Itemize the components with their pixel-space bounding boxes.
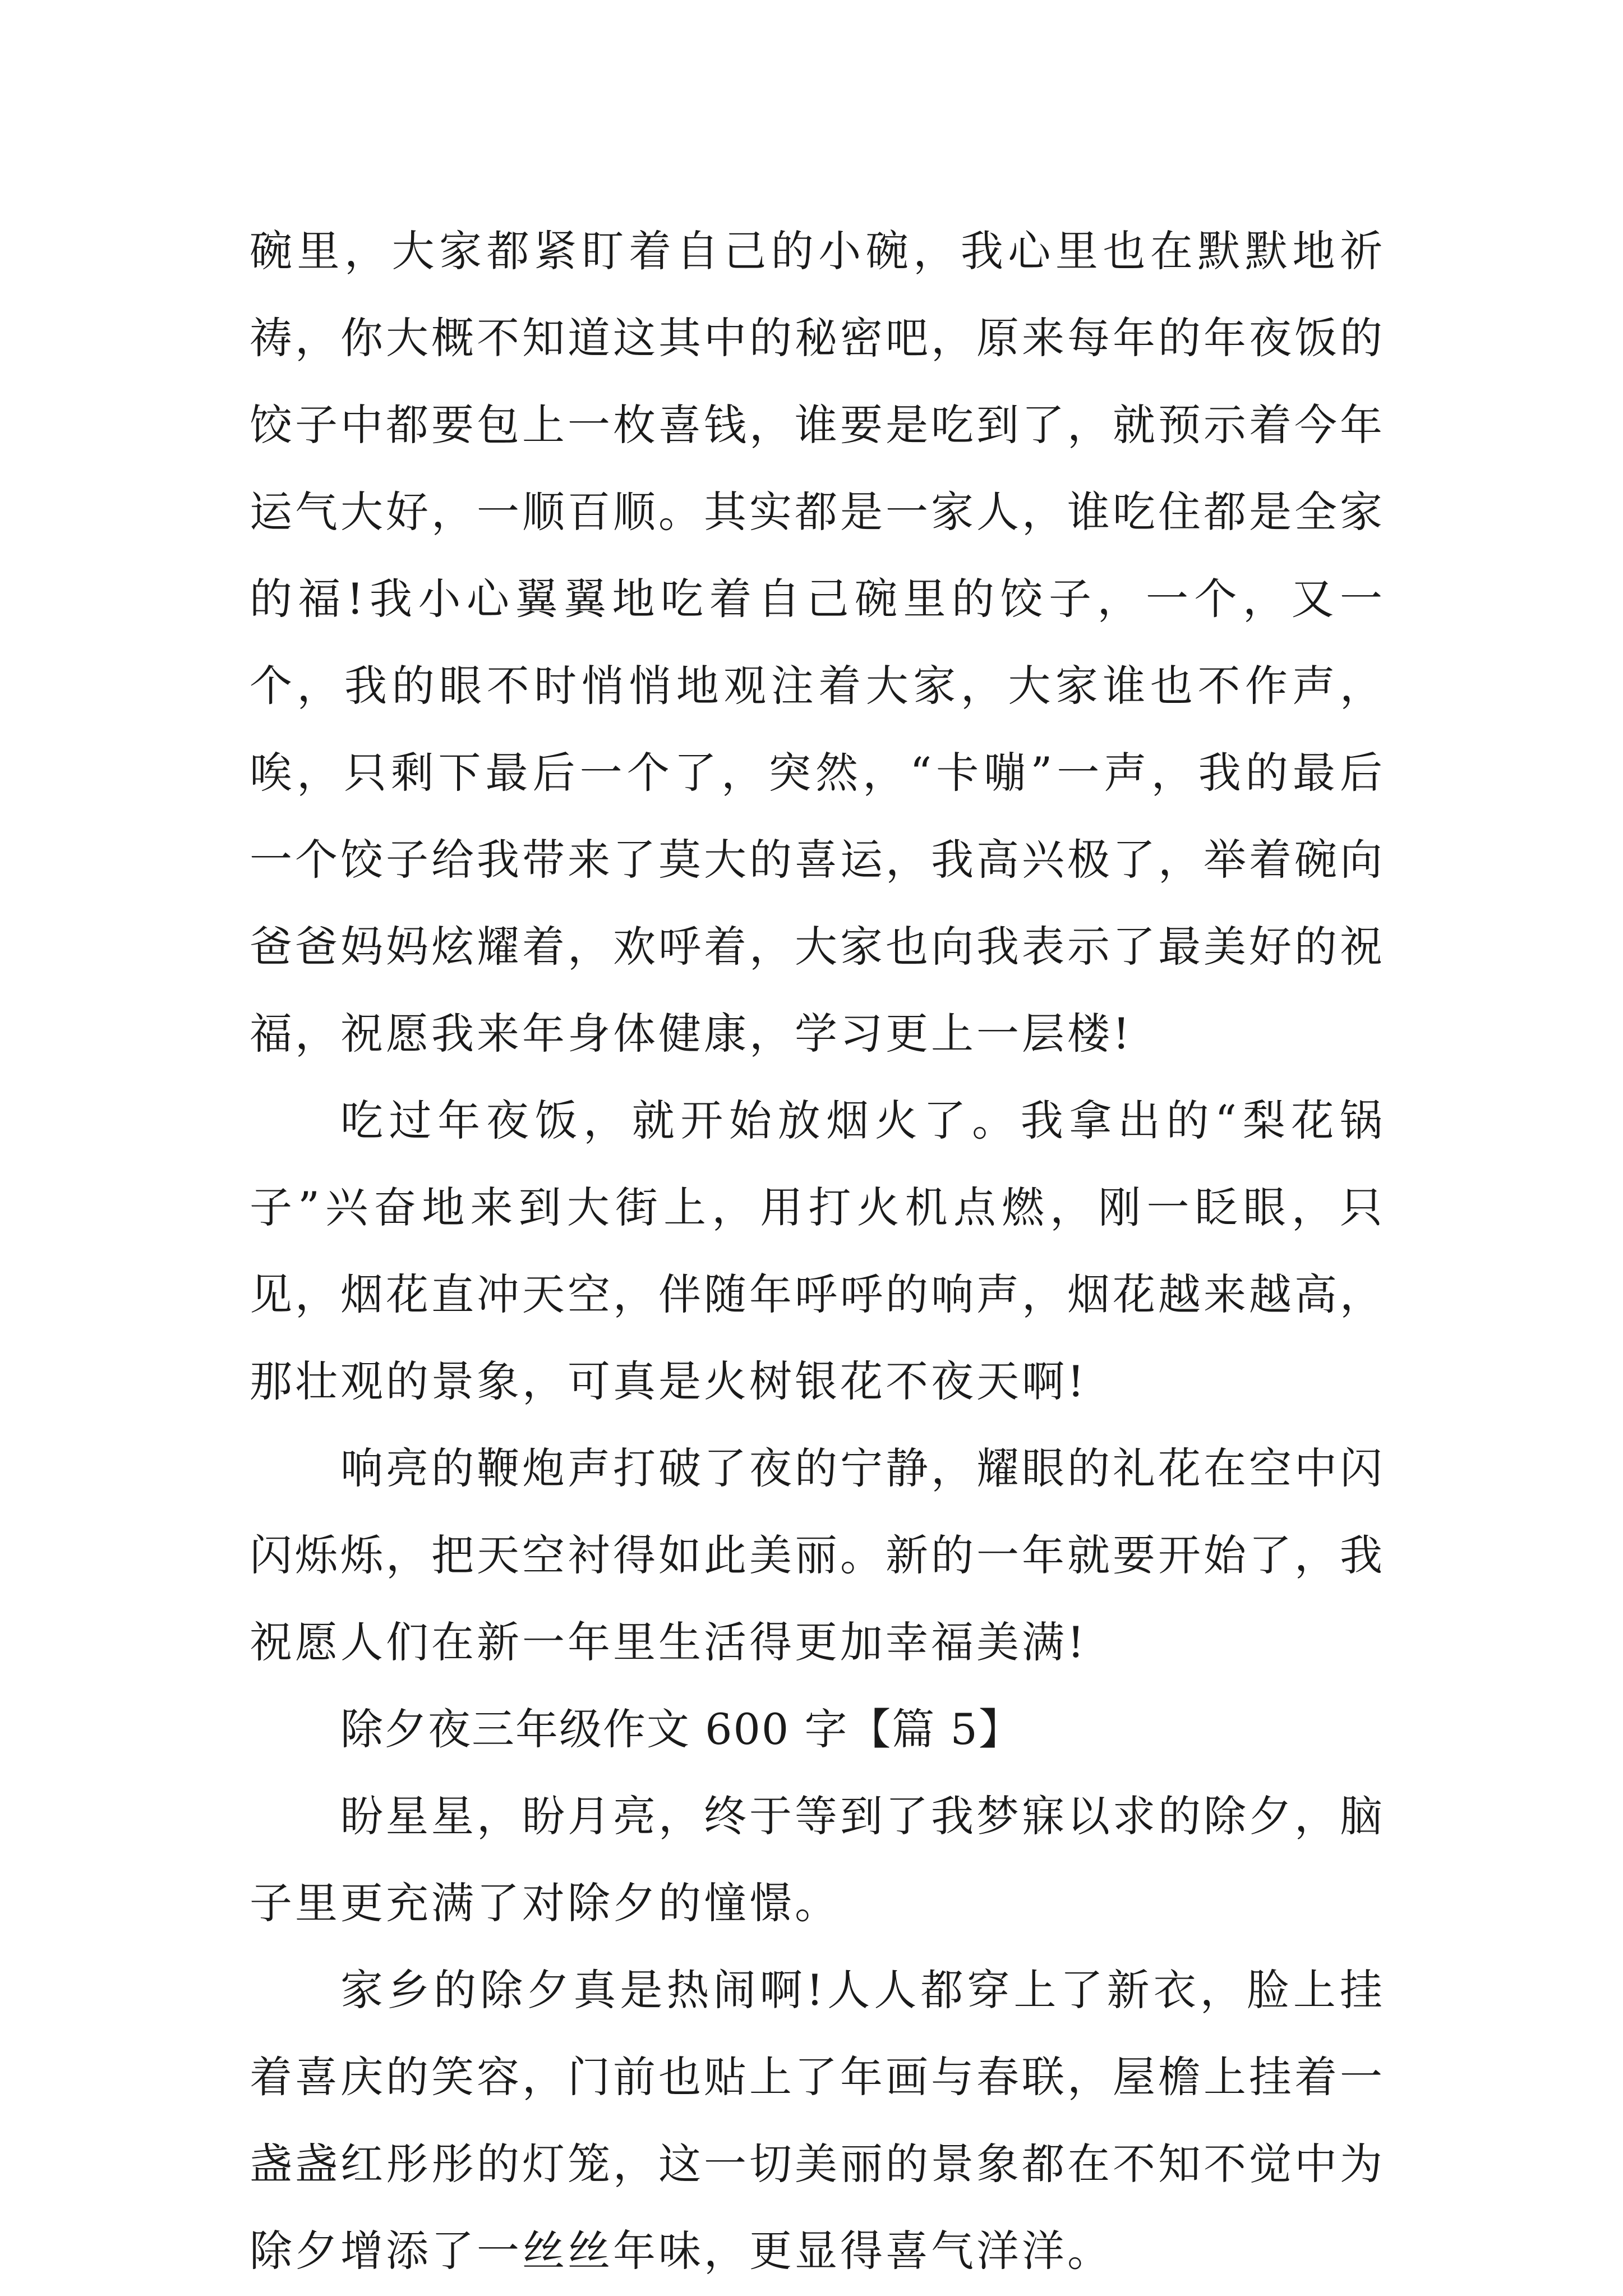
document-body (250, 208, 1385, 2294)
essay-heading: 除夕夜三年级作文 600 字【篇 5】 (340, 1704, 1022, 1754)
paragraph-anticipation: 盼星星，盼月亮，终于等到了我梦寐以求的除夕，脑子里更充满了对除夕的憧憬。 (250, 1791, 1385, 1928)
paragraph-hometown: 家乡的除夕真是热闹啊!人人都穿上了新衣，脸上挂着喜庆的笑容，门前也贴上了年画与春联，屋檐上挂着一盏盏红彤彤的灯笼，这一切美丽的景象都在不知不觉中为除夕增添了一丝丝年味，更显得喜气洋洋。 (250, 1965, 1385, 2276)
paragraph-continuation: 碗里，大家都紧盯着自己的小碗，我心里也在默默地祈祷，你大概不知道这其中的秘密吧，原来每年的年夜饭的饺子中都要包上一枚喜钱，谁要是吃到了，就预示着今年运气大好，一顺百顺。其实都是一家人，谁吃住都是全家的福!我小心翼翼地吃着自己碗里的饺子，一个，又一个，我的眼不时悄悄地观注着大家，大家谁也不作声，唉，只剩下最后一个了，突然，“卡嘣”一声，我的最后一个饺子给我带来了莫大的喜运，我高兴极了，举着碗向爸爸妈妈炫耀着，欢呼着，大家也向我表示了最美好的祝福，祝愿我来年身体健康，学习更上一层楼! (250, 226, 1385, 1059)
paragraph-fireworks: 吃过年夜饭，就开始放烟火了。我拿出的“梨花锅子”兴奋地来到大街上，用打火机点燃，刚一眨眼，只见，烟花直冲天空，伴随年呼呼的响声，烟花越来越高，那壮观的景象，可真是火树银花不夜天啊! (250, 1096, 1385, 1406)
paragraph-firecrackers: 响亮的鞭炮声打破了夜的宁静，耀眼的礼花在空中闪闪烁烁，把天空衬得如此美丽。新的一年就要开始了，我祝愿人们在新一年里生活得更加幸福美满! (250, 1443, 1385, 1667)
